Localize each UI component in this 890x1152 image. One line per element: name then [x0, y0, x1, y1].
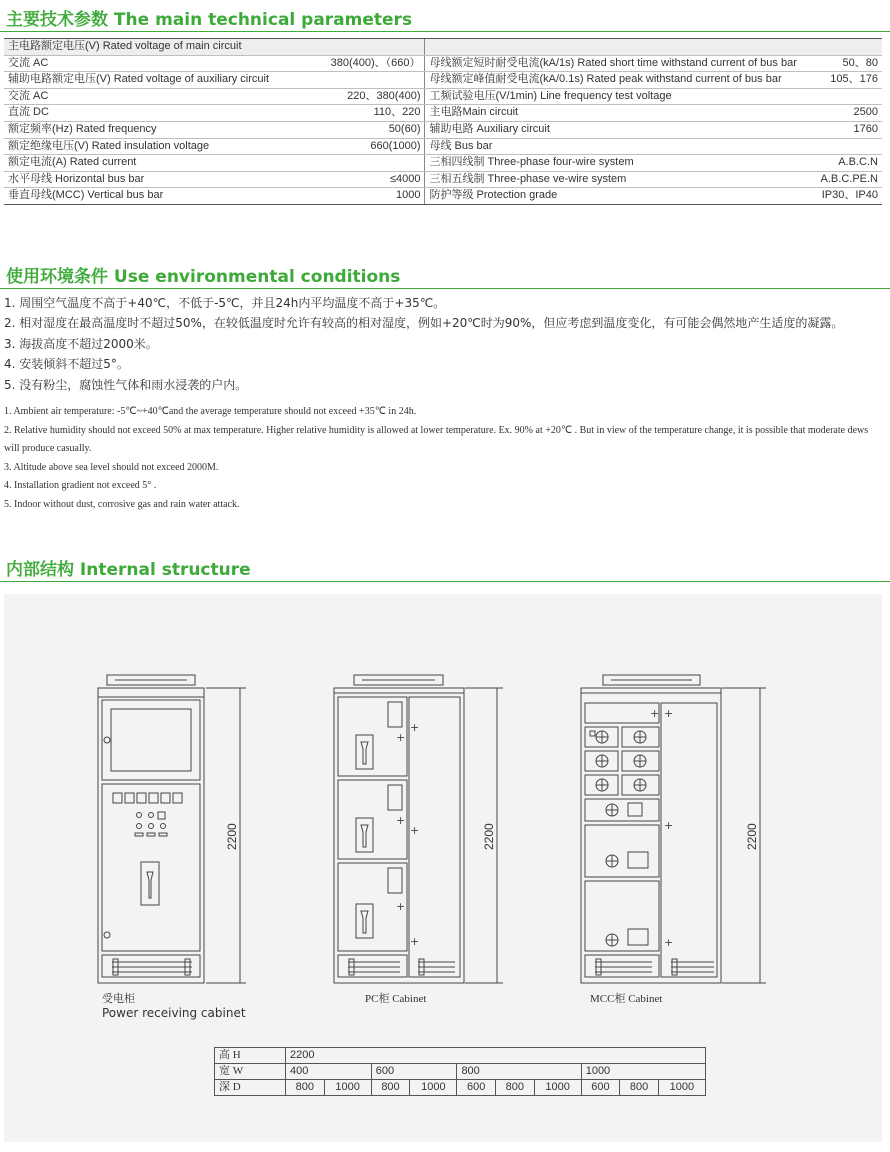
dim-value: 1000: [534, 1080, 581, 1096]
dim-value: 1000: [324, 1080, 371, 1096]
dim-value: 800: [620, 1080, 659, 1096]
env-en-item: 1. Ambient air temperature: -5℃~+40℃and the average temperature should not exceed +35℃ in 24h.: [4, 406, 417, 417]
table-row: [215, 1048, 706, 1064]
param-value: 110、220: [318, 105, 425, 122]
param-label: 垂直母线(MCC) Vertical bus bar: [4, 188, 318, 205]
env-en-item: 5. Indoor without dust, corrosive gas and rain water attack.: [4, 498, 240, 510]
table-row: [215, 1080, 706, 1096]
structure-title: 内部结构 Internal structure: [6, 560, 251, 580]
dim-label: 深 D: [215, 1080, 286, 1096]
param-label: 直流 DC: [4, 105, 318, 122]
dim-value: 1000: [410, 1080, 457, 1096]
param-label: 母线额定短时耐受电流(kA/1s) Rated short time withstand current of bus bar: [425, 55, 801, 72]
param-value: 220、380(400): [318, 88, 425, 105]
param-value: 2500: [801, 105, 882, 122]
dim-value: 800: [286, 1080, 325, 1096]
height-dimension-label: 2200: [745, 823, 759, 850]
param-label: 辅助电路 Auxiliary circuit: [425, 121, 801, 138]
cabinet-caption-cn: PC柜 Cabinet: [365, 993, 427, 1005]
technical-params-title: 主要技术参数 The main technical parameters: [6, 10, 413, 30]
environment-title: 使用环境条件 Use environmental conditions: [6, 267, 401, 287]
dim-value: 600: [457, 1080, 496, 1096]
param-label: 工频试验电压(V/1min) Line frequency test voltage: [425, 88, 801, 105]
cabinet-caption-cn: MCC柜 Cabinet: [590, 993, 663, 1005]
param-value: 50、80: [801, 55, 882, 72]
env-en-item: 2. Relative humidity should not exceed 50% at max temperature. Higher relative humidity is allowed at lower temperature. Ex. 90% at +20℃ . But in view of the temperature change, it is possible that moderate dews will produce casually.: [4, 424, 869, 454]
param-value: A.B.C.N: [801, 155, 882, 172]
dim-value: 800: [495, 1080, 534, 1096]
param-label: 母线 Bus bar: [425, 138, 801, 155]
param-value: 1760: [801, 121, 882, 138]
param-value: ≤4000: [318, 171, 425, 188]
env-cn-item: 3. 海拔高度不超过2000米。: [4, 336, 158, 351]
env-en-item: 4. Installation gradient not exceed 5° .: [4, 480, 157, 491]
param-value: 1000: [318, 188, 425, 205]
mcc-cabinet-drawing: [581, 675, 766, 983]
param-label: 三相四线制 Three-phase four-wire system: [425, 155, 801, 172]
svg-text:+: +: [664, 936, 674, 949]
height-dimension-label: 2200: [482, 823, 496, 850]
cabinet-caption-cn: 受电柜: [102, 992, 135, 1005]
svg-text:+: +: [664, 707, 674, 720]
env-cn-item: 4. 安装倾斜不超过5°。: [4, 357, 129, 372]
dim-value: 800: [457, 1064, 581, 1080]
table-row: [215, 1064, 706, 1080]
param-value: 380(400)、（660）: [318, 55, 425, 72]
param-label: 三相五线制 Three-phase ve-wire system: [425, 171, 801, 188]
dim-value: 1000: [658, 1080, 705, 1096]
height-dimension-label: 2200: [225, 823, 239, 850]
power-receiving-cabinet-drawing: [98, 675, 246, 983]
param-value: 50(60): [318, 121, 425, 138]
dim-value: 400: [286, 1064, 372, 1080]
param-label: 交流 AC: [4, 55, 318, 72]
param-label: 水平母线 Horizontal bus bar: [4, 171, 318, 188]
svg-text:+: +: [410, 824, 420, 837]
param-value: 660(1000): [318, 138, 425, 155]
dim-value: 600: [581, 1080, 620, 1096]
param-label: 主电路额定电压(V) Rated voltage of main circuit: [4, 39, 318, 56]
dim-value: 800: [371, 1080, 410, 1096]
svg-text:+: +: [650, 707, 660, 720]
param-value: 105、176: [801, 72, 882, 89]
param-value: IP30、IP40: [801, 188, 882, 205]
env-cn-item: 5. 没有粉尘，腐蚀性气体和雨水浸袭的户内。: [4, 377, 248, 392]
param-label: 交流 AC: [4, 88, 318, 105]
svg-text:+: +: [396, 900, 406, 913]
param-label: 防护等级 Protection grade: [425, 188, 801, 205]
svg-text:+: +: [410, 721, 420, 734]
env-cn-item: 2. 相对湿度在最高温度时不超过50%，在较低温度时允许有较高的相对湿度，例如+20℃时为90%，但应考虑到温度变化，有可能会偶然地产生适度的凝露。: [4, 316, 844, 331]
env-en-item: 3. Altitude above sea level should not exceed 2000M.: [4, 461, 219, 473]
param-label: 主电路Main circuit: [425, 105, 801, 122]
dim-label: 高 H: [215, 1048, 286, 1064]
param-label: 母线额定峰值耐受电流(kA/0.1s) Rated peak withstand current of bus bar: [425, 72, 801, 89]
param-label: 额定频率(Hz) Rated frequency: [4, 121, 318, 138]
svg-text:+: +: [410, 935, 420, 948]
svg-text:+: +: [664, 819, 674, 832]
dimension-table: [214, 1047, 706, 1096]
dim-value: 2200: [286, 1048, 706, 1064]
dim-value: 1000: [581, 1064, 705, 1080]
env-cn-item: 1. 周围空气温度不高于+40℃，不低于-5℃，并且24h内平均温度不高于+35℃。: [4, 296, 446, 310]
svg-text:+: +: [396, 731, 406, 744]
dim-value: 600: [371, 1064, 457, 1080]
param-label: 额定电流(A) Rated current: [4, 155, 318, 172]
param-value: A.B.C.PE.N: [801, 171, 882, 188]
param-label: 辅助电路额定电压(V) Rated voltage of auxiliary circuit: [4, 72, 318, 89]
param-label: 额定绝缘电压(V) Rated insulation voltage: [4, 138, 318, 155]
svg-text:+: +: [396, 814, 406, 827]
cabinet-caption-en: Power receiving cabinet: [102, 1006, 246, 1020]
dim-label: 宽 W: [215, 1064, 286, 1080]
